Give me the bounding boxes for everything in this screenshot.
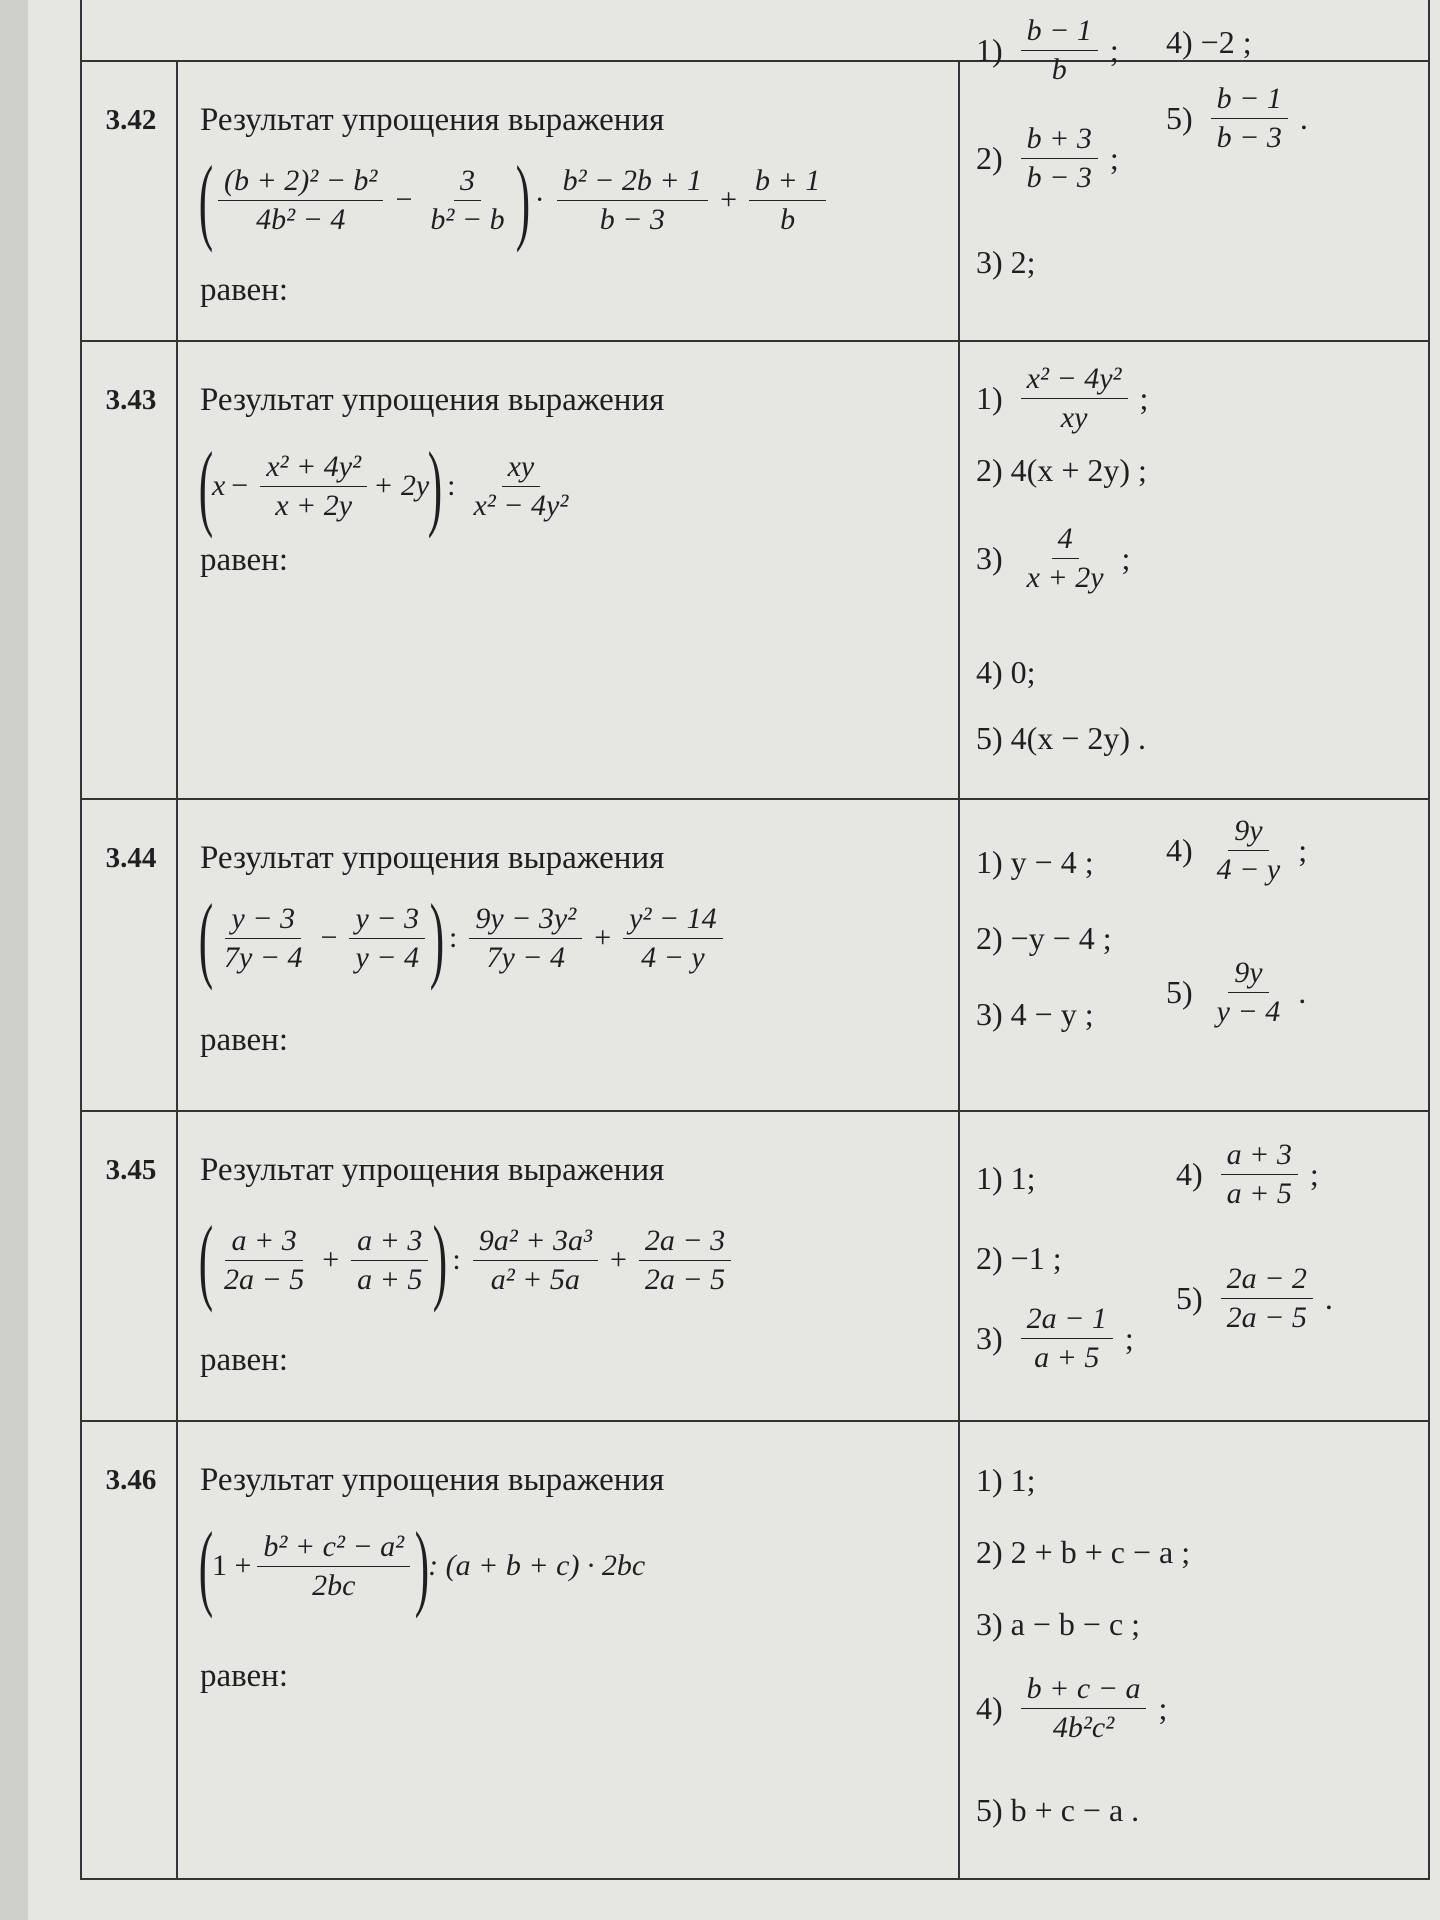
problem-number: 3.43: [105, 384, 157, 416]
task-cell: [178, 342, 960, 798]
answers-cell: [960, 14, 1428, 340]
problem-number: 3.46: [105, 1464, 157, 1496]
answers-cell: [960, 1112, 1428, 1420]
answer-option: 5) $\frac{2a - 2}{2a - 5}$ .: [1176, 1262, 1333, 1334]
equals-label: равен:: [200, 1022, 289, 1058]
number-cell: [82, 800, 178, 1110]
answer-option: 2) 2 + b + c − a ;: [976, 1534, 1191, 1570]
textbook-page: [28, 0, 1440, 1920]
problem-prompt: Результат упрощения выражения: [200, 840, 665, 876]
problem-number: 3.44: [105, 842, 157, 874]
answer-option: 4) −2 ;: [1166, 24, 1252, 60]
answer-option: 4) $\frac{a + 3}{a + 5}$ ;: [1176, 1138, 1319, 1210]
problem-prompt: Результат упрощения выражения: [200, 1152, 665, 1188]
expression: ( $\frac{a + 3}{2a - 5}$ + $\frac{a + 3}{a + 5}$ ) : $\frac{\text{9a² + 3a³}}{\text{a² + 5a}}$ + $\frac{2a - 3}{2a - 5}$: [200, 1212, 737, 1308]
answer-option: 3) a − b − c ;: [976, 1606, 1141, 1642]
answer-option: 2) $\frac{b + 3}{b - 3}$ ;: [976, 122, 1119, 194]
answer-option: 1) 1;: [976, 1462, 1036, 1498]
problem-prompt: Результат упрощения выражения: [200, 382, 665, 418]
answer-option: 3) 2;: [976, 244, 1036, 280]
expression: ( $\frac{\text{(b + 2)² − b²}}{\text{4b² − 4}}$ − $\frac{3}{\text{b² − b}}$ ) · $\frac{\text{b² − 2b + 1}}{b - 3}$ + $\frac{b + 1}{b}$: [200, 152, 832, 248]
answer-option: 3) 4 − y ;: [976, 996, 1094, 1032]
answer-option: 5) 4(x − 2y) .: [976, 720, 1147, 756]
problem-row: [82, 14, 1428, 340]
task-cell: [178, 62, 960, 340]
answer-option: 5) b + c − a .: [976, 1792, 1140, 1828]
answer-option: 1) $\frac{b - 1}{b}$ ;: [976, 14, 1119, 86]
answer-option: 4) $\frac{9y}{4 - y}$ ;: [1166, 814, 1308, 886]
answer-option: 3) $\frac{2a - 1}{a + 5}$ ;: [976, 1302, 1134, 1374]
expression: ( 1 + $\frac{\text{b² + c² − a²}}{2bc}$ ) : (a + b + c) · 2bc: [198, 1512, 646, 1619]
answer-option: 2) −1 ;: [976, 1240, 1062, 1276]
answer-option: 3) $\frac{4}{x + 2y}$ ;: [976, 522, 1131, 594]
expression: ( x − $\frac{\text{x² + 4y²}}{x + 2y}$ + 2y ) : $\frac{xy}{\text{x² − 4y²}}$: [198, 432, 569, 539]
problem-number: 3.45: [105, 1154, 157, 1186]
answers-cell: [960, 1422, 1428, 1878]
task-cell: [178, 1422, 960, 1878]
answer-option: 1) 1;: [976, 1160, 1036, 1196]
equals-label: равен:: [200, 542, 289, 578]
answer-option: 5) $\frac{9y}{y - 4}$ .: [1166, 956, 1307, 1028]
number-cell: [82, 1422, 178, 1878]
answer-option: 2) −y − 4 ;: [976, 920, 1112, 956]
expression: ( $\frac{y - 3}{7y - 4}$ − $\frac{y - 3}{y - 4}$ ) : $\frac{\text{9y − 3y²}}{7y - 4}$ + $\frac{\text{y² − 14}}{4 - y}$: [200, 890, 729, 986]
problem-row: [82, 340, 1428, 798]
problems-table: [80, 0, 1430, 1880]
task-cell: [178, 1112, 960, 1420]
task-cell: [178, 800, 960, 1110]
number-cell: [82, 1112, 178, 1420]
answer-option: 1) y − 4 ;: [976, 844, 1094, 880]
number-cell: [82, 62, 178, 340]
equals-label: равен:: [200, 1342, 289, 1378]
problem-prompt: Результат упрощения выражения: [200, 102, 665, 138]
problem-row: [82, 798, 1428, 1110]
problem-row: [82, 1110, 1428, 1420]
equals-label: равен:: [200, 272, 289, 308]
answers-cell: [960, 800, 1428, 1110]
answer-option: 2) 4(x + 2y) ;: [976, 452, 1147, 488]
answer-option: 1) $\frac{\text{x² − 4y²}}{xy}$ ;: [976, 362, 1149, 434]
answer-option: 4) $\frac{b + c - a}{\text{4b²c²}}$ ;: [976, 1672, 1168, 1744]
problem-number: 3.42: [105, 104, 157, 136]
answer-option: 5) $\frac{b - 1}{b - 3}$ .: [1166, 82, 1308, 154]
problem-prompt: Результат упрощения выражения: [200, 1462, 665, 1498]
equals-label: равен:: [200, 1658, 289, 1694]
problem-row: [82, 1420, 1428, 1878]
answers-cell: [960, 342, 1428, 798]
answer-option: 4) 0;: [976, 654, 1036, 690]
number-cell: [82, 342, 178, 798]
